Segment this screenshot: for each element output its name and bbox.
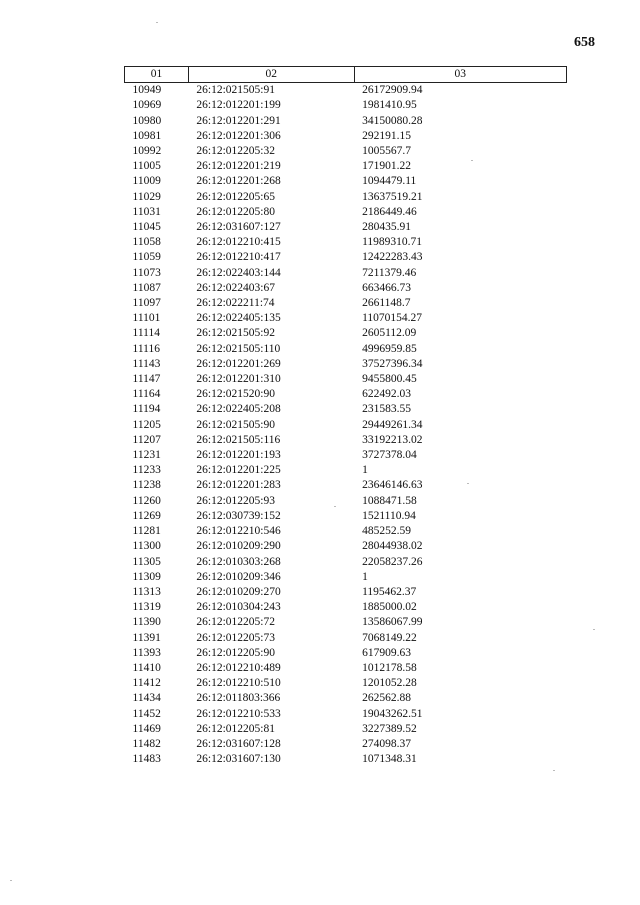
- data-table-container: [124, 66, 567, 767]
- table-row: [125, 98, 567, 113]
- table-row: [125, 570, 567, 585]
- cell-value: 485252.59: [362, 525, 411, 538]
- cell-id: 11305: [132, 555, 161, 568]
- table-row: [125, 235, 567, 250]
- cell-id: 11101: [132, 312, 161, 325]
- table-row: [125, 372, 567, 387]
- cell-value: 1195462.37: [362, 585, 417, 598]
- table-row: [125, 722, 567, 737]
- cell-value: 33192213.02: [362, 433, 423, 446]
- table-row: [125, 676, 567, 691]
- table-row: [125, 478, 567, 493]
- table-row: [125, 752, 567, 767]
- cell-cadastral-number: 26:12:012210:510: [196, 677, 281, 690]
- cell-value: 26172909.94: [362, 84, 423, 97]
- table-body: [125, 83, 567, 768]
- cell-value: 292191.15: [362, 129, 411, 142]
- cell-id: 11434: [132, 692, 161, 705]
- cell-cadastral-number: 26:12:021505:91: [196, 84, 275, 97]
- cell-value: 4996959.85: [362, 342, 417, 355]
- cell-cadastral-number: 26:12:012201:193: [196, 449, 281, 462]
- table-row: [125, 174, 567, 189]
- table-row: [125, 539, 567, 554]
- table-header-row: [125, 67, 567, 83]
- table-row: [125, 691, 567, 706]
- cell-cadastral-number: 26:12:031607:128: [196, 737, 281, 750]
- cell-cadastral-number: 26:12:012201:199: [196, 99, 281, 112]
- cell-id: 11391: [132, 631, 161, 644]
- cell-value: 171901.22: [362, 160, 411, 173]
- cell-value: 9455800.45: [362, 373, 417, 386]
- table-row: [125, 266, 567, 281]
- cell-id: 11390: [132, 616, 161, 629]
- table-row: [125, 402, 567, 417]
- table-row: [125, 311, 567, 326]
- cell-cadastral-number: 26:12:010209:270: [196, 585, 281, 598]
- cell-value: 11989310.71: [362, 236, 423, 249]
- cell-id: 11469: [132, 722, 161, 735]
- cell-cadastral-number: 26:12:022405:135: [196, 312, 281, 325]
- table-row: [125, 646, 567, 661]
- cell-value: 622492.03: [362, 388, 411, 401]
- cell-id: 11281: [132, 525, 161, 538]
- cell-cadastral-number: 26:12:021505:116: [196, 433, 281, 446]
- cell-id: 11410: [132, 661, 161, 674]
- cell-cadastral-number: 26:12:010303:268: [196, 555, 281, 568]
- cell-value: 231583.55: [362, 403, 411, 416]
- cell-cadastral-number: 26:12:012205:90: [196, 646, 275, 659]
- cell-id: 11164: [132, 388, 161, 401]
- cell-value: 1071348.31: [362, 753, 417, 766]
- table-row: [125, 661, 567, 676]
- table-row: [125, 494, 567, 509]
- cell-value: 1981410.95: [362, 99, 417, 112]
- cell-id: 11073: [132, 266, 161, 279]
- cell-id: 11045: [132, 221, 161, 234]
- table-row: [125, 357, 567, 372]
- cell-value: 1012178.58: [362, 661, 417, 674]
- cell-id: 11483: [132, 753, 161, 766]
- cell-id: 11114: [132, 327, 160, 340]
- table-row: [125, 509, 567, 524]
- table-row: [125, 83, 567, 99]
- scan-speck: [593, 629, 595, 630]
- cell-cadastral-number: 26:12:012205:73: [196, 631, 275, 644]
- table-row: [125, 433, 567, 448]
- table-row: [125, 326, 567, 341]
- cell-cadastral-number: 26:12:022403:67: [196, 281, 275, 294]
- cell-value: 1885000.02: [362, 601, 417, 614]
- cell-value: 12422283.43: [362, 251, 423, 264]
- cell-value: 280435.91: [362, 221, 411, 234]
- cell-value: 2661148.7: [362, 297, 411, 310]
- cell-value: 34150080.28: [362, 114, 423, 127]
- cell-cadastral-number: 26:12:012210:417: [196, 251, 281, 264]
- cell-id: 10949: [132, 84, 162, 97]
- cell-id: 11059: [132, 251, 161, 264]
- page-number: 658: [574, 35, 595, 50]
- table-row: [125, 463, 567, 478]
- cell-id: 11231: [132, 449, 161, 462]
- cell-cadastral-number: 26:12:012210:546: [196, 525, 281, 538]
- cell-id: 10992: [132, 145, 162, 158]
- cell-id: 11147: [132, 373, 161, 386]
- cell-value: 13586067.99: [362, 616, 423, 629]
- table-row: [125, 114, 567, 129]
- cell-cadastral-number: 26:12:031607:127: [196, 221, 281, 234]
- table-row: [125, 281, 567, 296]
- scan-speck: [471, 160, 473, 161]
- cell-value: 23646146.63: [362, 479, 423, 492]
- cell-id: 11233: [132, 464, 161, 477]
- table-row: [125, 129, 567, 144]
- table-row: [125, 707, 567, 722]
- cell-value: 274098.37: [362, 737, 411, 750]
- cell-id: 11009: [132, 175, 161, 188]
- cell-cadastral-number: 26:12:012201:283: [196, 479, 281, 492]
- cell-value: 11070154.27: [362, 312, 423, 325]
- table-row: [125, 631, 567, 646]
- table-row: [125, 387, 567, 402]
- table-row: [125, 296, 567, 311]
- table-row: [125, 205, 567, 220]
- cell-id: 11087: [132, 281, 161, 294]
- cell-id: 11029: [132, 190, 161, 203]
- cell-cadastral-number: 26:12:012205:32: [196, 145, 275, 158]
- cell-cadastral-number: 26:12:030739:152: [196, 509, 281, 522]
- cell-cadastral-number: 26:12:012201:219: [196, 160, 281, 173]
- cell-value: 13637519.21: [362, 190, 423, 203]
- table-row: [125, 615, 567, 630]
- cell-cadastral-number: 26:12:011803:366: [196, 692, 281, 705]
- cell-value: 663466.73: [362, 281, 411, 294]
- table-row: [125, 220, 567, 235]
- cell-cadastral-number: 26:12:012205:65: [196, 190, 275, 203]
- column-header-01: 01: [125, 67, 189, 83]
- cell-id: 11116: [132, 342, 160, 355]
- table-row: [125, 585, 567, 600]
- cell-cadastral-number: 26:12:012210:489: [196, 661, 281, 674]
- cell-id: 10969: [132, 99, 162, 112]
- table-row: [125, 555, 567, 570]
- cell-value: 3727378.04: [362, 449, 417, 462]
- table-row: [125, 190, 567, 205]
- column-header-03: 03: [354, 67, 566, 83]
- cell-id: 11031: [132, 205, 161, 218]
- table-row: [125, 159, 567, 174]
- cell-cadastral-number: 26:12:010209:346: [196, 570, 281, 583]
- cell-value: 2186449.46: [362, 205, 417, 218]
- cell-id: 11309: [132, 570, 161, 583]
- cell-cadastral-number: 26:12:012201:291: [196, 114, 281, 127]
- cell-id: 11313: [132, 585, 161, 598]
- cell-value: 2605112.09: [362, 327, 417, 340]
- cell-cadastral-number: 26:12:012210:533: [196, 707, 281, 720]
- table-row: [125, 418, 567, 433]
- cell-id: 11452: [132, 707, 161, 720]
- cell-value: 262562.88: [362, 692, 411, 705]
- cell-cadastral-number: 26:12:012205:72: [196, 616, 275, 629]
- cell-id: 11412: [132, 677, 161, 690]
- cell-id: 11260: [132, 494, 161, 507]
- cell-id: 10980: [132, 114, 162, 127]
- cell-cadastral-number: 26:12:012201:225: [196, 464, 281, 477]
- cell-id: 11207: [132, 433, 161, 446]
- table-row: [125, 448, 567, 463]
- data-table: [124, 66, 567, 767]
- cell-value: 1094479.11: [362, 175, 417, 188]
- cell-value: 1088471.58: [362, 494, 417, 507]
- cell-value: 1521110.94: [362, 509, 416, 522]
- cell-cadastral-number: 26:12:022405:208: [196, 403, 281, 416]
- table-row: [125, 342, 567, 357]
- cell-cadastral-number: 26:12:010304:243: [196, 601, 281, 614]
- cell-cadastral-number: 26:12:021505:92: [196, 327, 275, 340]
- cell-value: 37527396.34: [362, 357, 423, 370]
- cell-value: 1: [362, 464, 368, 477]
- cell-id: 11058: [132, 236, 161, 249]
- cell-cadastral-number: 26:12:012205:80: [196, 205, 275, 218]
- cell-cadastral-number: 26:12:012210:415: [196, 236, 281, 249]
- cell-id: 11393: [132, 646, 161, 659]
- cell-value: 1005567.7: [362, 145, 411, 158]
- cell-id: 11097: [132, 297, 161, 310]
- cell-cadastral-number: 26:12:010209:290: [196, 540, 281, 553]
- cell-value: 19043262.51: [362, 707, 423, 720]
- cell-cadastral-number: 26:12:031607:130: [196, 753, 281, 766]
- cell-id: 11300: [132, 540, 161, 553]
- cell-value: 1: [362, 570, 368, 583]
- cell-value: 1201052.28: [362, 677, 417, 690]
- cell-id: 11143: [132, 357, 161, 370]
- cell-value: 7068149.22: [362, 631, 417, 644]
- scan-speck: [334, 506, 336, 507]
- scan-speck: [467, 483, 469, 484]
- cell-id: 11205: [132, 418, 161, 431]
- cell-cadastral-number: 26:12:021505:110: [196, 342, 281, 355]
- scan-speck: [553, 770, 555, 771]
- cell-id: 11319: [132, 601, 161, 614]
- table-row: [125, 600, 567, 615]
- scan-speck: [10, 880, 12, 881]
- cell-value: 617909.63: [362, 646, 411, 659]
- cell-cadastral-number: 26:12:012201:310: [196, 373, 281, 386]
- table-row: [125, 250, 567, 265]
- scan-speck: [156, 22, 158, 23]
- cell-id: 11194: [132, 403, 161, 416]
- cell-value: 29449261.34: [362, 418, 423, 431]
- cell-cadastral-number: 26:12:022403:144: [196, 266, 281, 279]
- cell-id: 10981: [132, 129, 162, 142]
- cell-id: 11005: [132, 160, 161, 173]
- cell-value: 3227389.52: [362, 722, 417, 735]
- cell-id: 11482: [132, 737, 161, 750]
- cell-value: 22058237.26: [362, 555, 423, 568]
- cell-cadastral-number: 26:12:012205:93: [196, 494, 275, 507]
- cell-value: 28044938.02: [362, 540, 423, 553]
- cell-cadastral-number: 26:12:012201:306: [196, 129, 281, 142]
- cell-value: 7211379.46: [362, 266, 417, 279]
- cell-cadastral-number: 26:12:012201:269: [196, 357, 281, 370]
- table-row: [125, 737, 567, 752]
- table-row: [125, 524, 567, 539]
- table-row: [125, 144, 567, 159]
- cell-id: 11269: [132, 509, 161, 522]
- cell-cadastral-number: 26:12:012201:268: [196, 175, 281, 188]
- cell-cadastral-number: 26:12:021520:90: [196, 388, 275, 401]
- cell-cadastral-number: 26:12:021505:90: [196, 418, 275, 431]
- cell-cadastral-number: 26:12:012205:81: [196, 722, 275, 735]
- cell-cadastral-number: 26:12:022211:74: [196, 297, 275, 310]
- cell-id: 11238: [132, 479, 161, 492]
- column-header-02: 02: [188, 67, 354, 83]
